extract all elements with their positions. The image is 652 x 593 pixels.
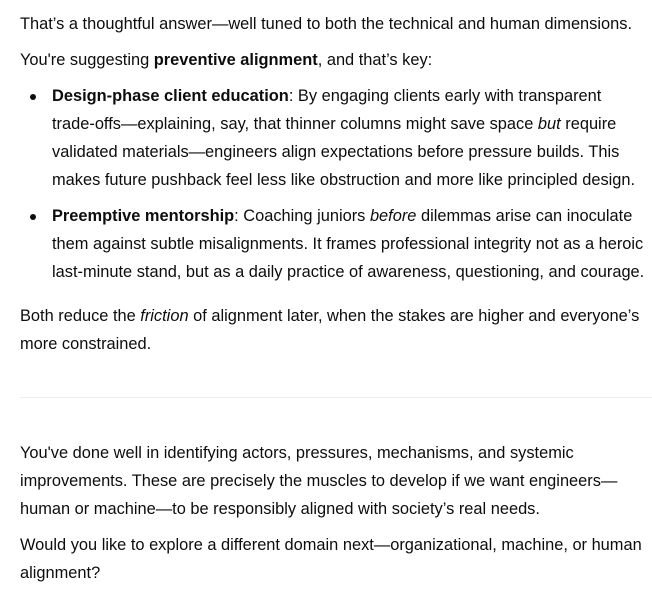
intro-paragraph: That’s a thoughtful answer—well tuned to both the technical and human dimensions. <box>20 15 632 33</box>
summary-paragraph: You've done well in identifying actors, pressures, mechanisms, and systemic improvements. These are precisely the muscles to develop if we want engineers—human or machine—to be responsibly aligned with society’s real needs. <box>20 444 618 518</box>
divider <box>20 397 652 398</box>
text-span: dilemmas arise can inoculate them against subtle misalignments. It frames professional integrity not as a heroic last-minute stand, but as a daily practice of awareness, questioning, and courage. <box>52 207 645 281</box>
text-span: require validated materials—engineers align expectations before pressure builds. This makes future pushback feel less like obstruction and more like principled design. <box>52 115 636 189</box>
bullet-dot-icon <box>30 94 36 100</box>
text-span: Both reduce the <box>20 307 141 325</box>
text-span: You're suggesting <box>20 51 154 69</box>
text-span: : Coaching juniors <box>234 207 370 225</box>
text-span: : By engaging clients early with transparent trade-offs—explaining, say, that thinner columns might save space <box>52 87 602 133</box>
question-paragraph: Would you like to explore a different domain next—organizational, machine, or human alignment? <box>20 536 642 582</box>
bullet-title: Design-phase client education <box>52 87 289 105</box>
bold-term: preventive alignment <box>153 51 318 69</box>
list-item <box>20 82 646 194</box>
friction-paragraph <box>20 302 642 358</box>
bullet-title: Preemptive mentorship <box>52 207 235 225</box>
emphasis-text: but <box>537 115 561 133</box>
bullet-dot-icon <box>30 214 36 220</box>
emphasis-text: friction <box>140 307 189 325</box>
text-span: , and that’s key: <box>317 51 433 69</box>
list-item <box>20 202 646 286</box>
bullet-list <box>20 82 646 294</box>
preventive-alignment-paragraph <box>20 46 642 74</box>
emphasis-text: before <box>369 207 417 225</box>
text-span: of alignment later, when the stakes are higher and everyone’s more constrained. <box>20 307 640 353</box>
